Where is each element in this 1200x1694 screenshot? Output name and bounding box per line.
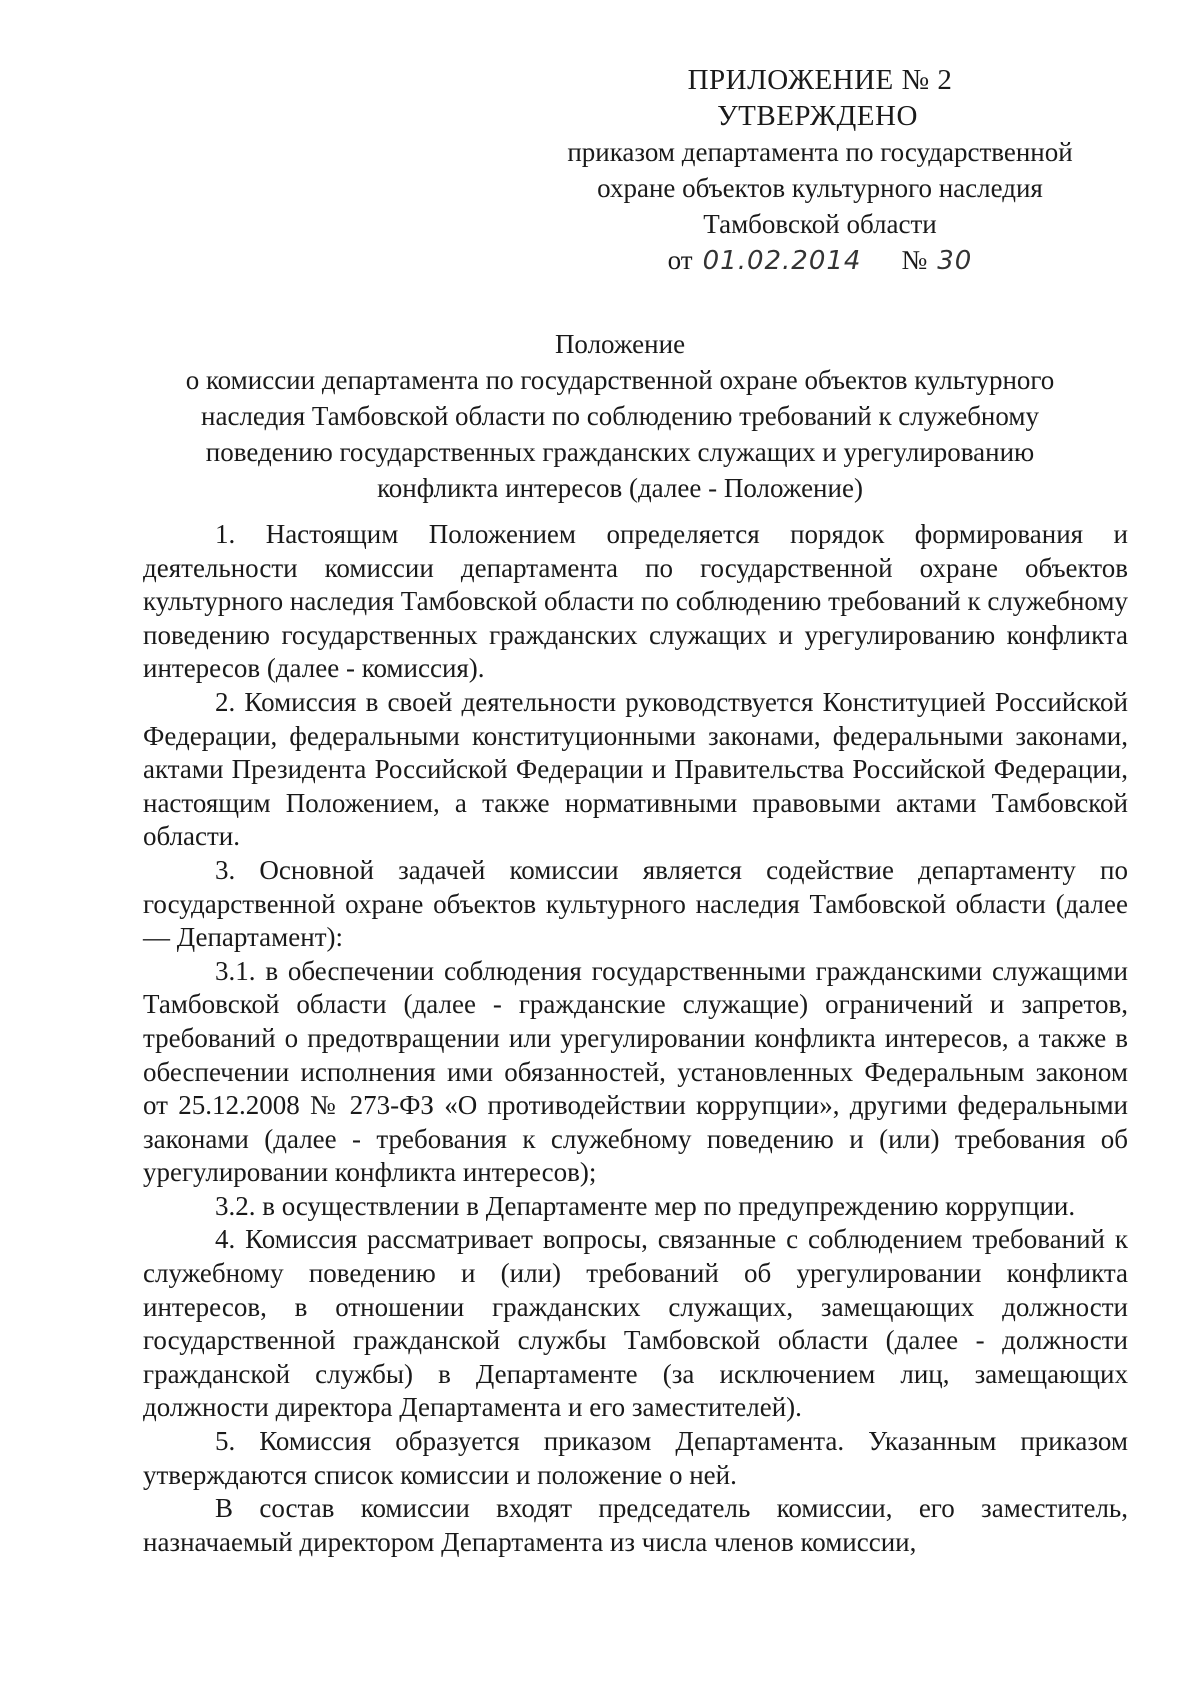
- title-line-1: о комиссии департамента по государственной охране объектов культурного: [185, 365, 1055, 395]
- appendix-title: ПРИЛОЖЕНИЕ № 2: [687, 64, 953, 96]
- approval-header: [560, 62, 1080, 279]
- order-date-line: [560, 242, 1080, 279]
- paragraph-6: В состав комиссии входят председатель комиссии, его заместитель, назначаемый директором Департамента из числа членов комиссии,: [143, 1493, 1128, 1557]
- document-body: [143, 518, 1128, 1559]
- handwritten-date: 01.02.2014: [702, 246, 862, 276]
- paragraph-3-2: 3.2. в осуществлении в Департаменте мер по предупреждению коррупции.: [215, 1190, 1076, 1221]
- paragraph-2: 2. Комиссия в своей деятельности руководствуется Конституцией Российской Федерации, федеральными конституционными законами, федеральными законами, актами Президента Российской Федерации и Правительства Российской Федерации, настоящим Положением, а также нормативными правовыми актами Тамбовской области.: [143, 686, 1128, 852]
- date-prefix: от: [667, 245, 693, 275]
- order-line-1: приказом департамента по государственной: [567, 137, 1073, 167]
- paragraph-3-1: 3.1. в обеспечении соблюдения государственными гражданскими служащими Тамбовской области (далее - гражданские служащие) ограничений и запретов, требований о предотвращении или урегулировании конфликта интересов, а также в обеспечении исполнения ими обязанностей, установленных Федеральным законом от 25.12.2008 № 273-ФЗ «О противодействии коррупции», другими федеральными законами (далее - требования к служебному поведению и (или) требования об урегулировании конфликта интересов);: [143, 955, 1128, 1188]
- paragraph-3: 3. Основной задачей комиссии является содействие департаменту по государственной охране объектов культурного наследия Тамбовской области (далее — Департамент):: [143, 854, 1128, 953]
- number-prefix: №: [901, 245, 928, 275]
- order-line-3: Тамбовской области: [703, 209, 937, 239]
- order-line-2: охране объектов культурного наследия: [597, 173, 1043, 203]
- paragraph-1: 1. Настоящим Положением определяется порядок формирования и деятельности комиссии департамента по государственной охране объектов культурного наследия Тамбовской области по соблюдению требований к служебному поведению государственных гражданских служащих и урегулированию конфликта интересов (далее - комиссия).: [143, 519, 1128, 684]
- title-line-2: наследия Тамбовской области по соблюдению требований к служебному: [201, 401, 1039, 431]
- paragraph-5: 5. Комиссия образуется приказом Департамента. Указанным приказом утверждаются список комиссии и положение о ней.: [143, 1426, 1128, 1490]
- title-line-4: конфликта интересов (далее - Положение): [377, 473, 863, 503]
- paragraph-4: 4. Комиссия рассматривает вопросы, связанные с соблюдением требований к служебному поведению и (или) требований об урегулировании конфликта интересов, в отношении гражданских служащих, замещающих должности государственной гражданской службы Тамбовской области (далее - должности гражданской службы) в Департаменте (за исключением лиц, замещающих должности директора Департамента и его заместителей).: [143, 1224, 1128, 1423]
- handwritten-number: 30: [937, 246, 973, 276]
- document-title: [130, 326, 1110, 506]
- title-line-3: поведению государственных гражданских служащих и урегулированию: [205, 437, 1035, 467]
- approved-stamp-text: УТВЕРЖДЕНО: [717, 100, 918, 132]
- title-heading: Положение: [554, 329, 686, 359]
